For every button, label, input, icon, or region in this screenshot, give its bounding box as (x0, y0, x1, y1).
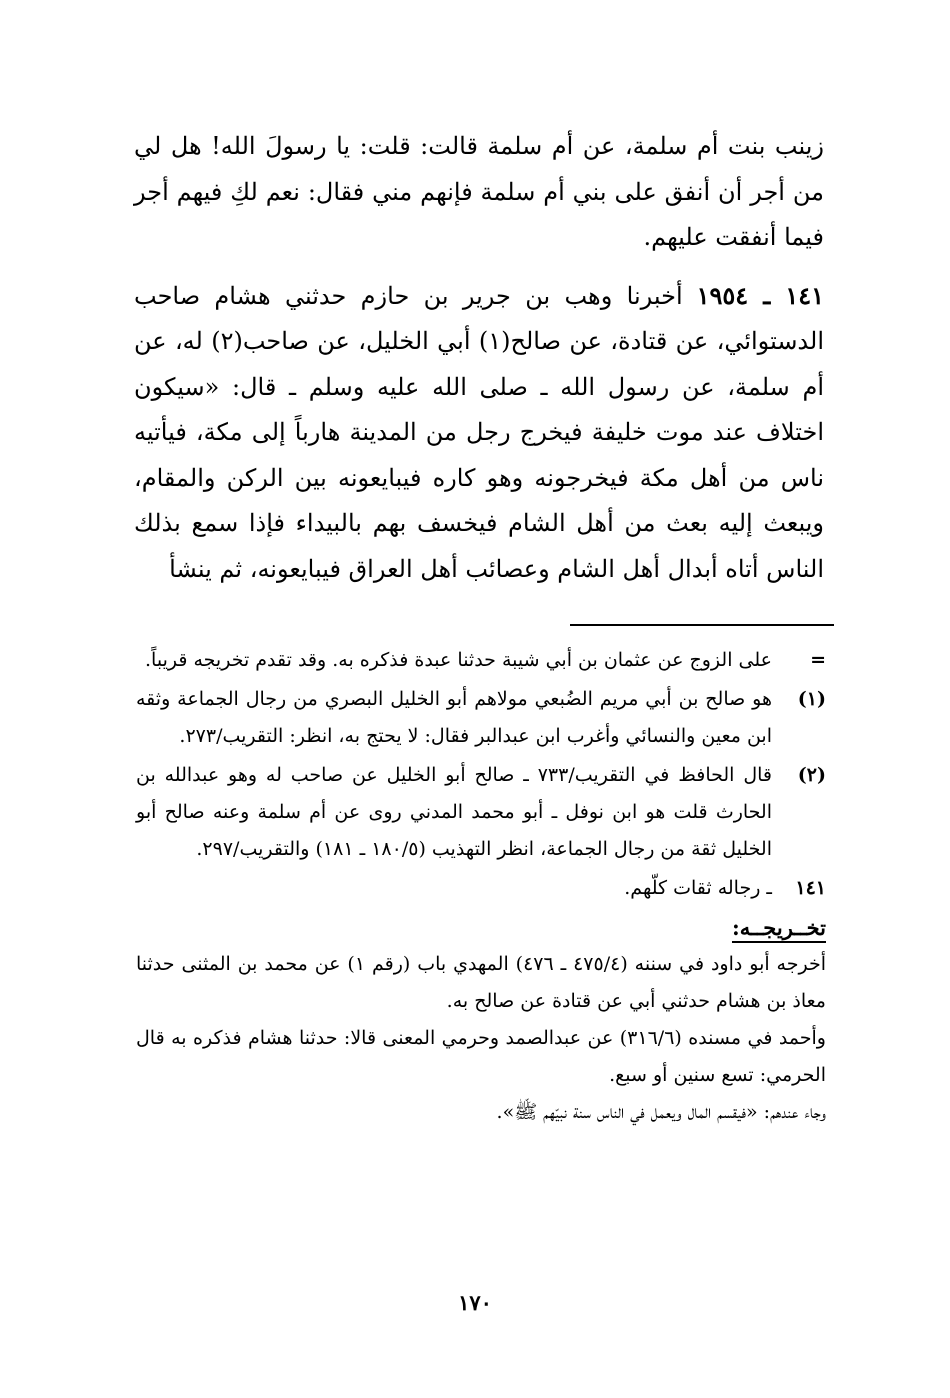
footnote-hadith-141 (136, 870, 826, 907)
hadith-paragraph (134, 273, 824, 593)
footnote-text: هو صالح بن أبي مريم الضُبعي مولاهم أبو الخليل البصري من رجال الجماعة وثقه ابن معين والنسائي وأغرب ابن عبدالبر فقال: لا يحتج به، انظر: التقريب/٢٧٣. (136, 688, 772, 747)
footnote-1 (136, 681, 826, 755)
page-number: ١٧٠ (458, 1290, 492, 1315)
footnote-separator (570, 624, 834, 626)
takhrij-title: تخــريجــه: (731, 915, 826, 940)
footnotes (136, 642, 826, 1131)
footnote-2 (136, 757, 826, 868)
footnote-mark: = (810, 649, 826, 671)
footnote-text: قال الحافظ في التقريب/٧٣٣ ـ صالح أبو الخليل عن صاحب له وهو عبدالله بن الحارث قلت هو ابن نوفل ـ أبو محمد المدني روى عن أم سلمة وعنه صالح أبو الخليل ثقة من رجال الجماعة، انظر التهذيب (١٨٠/٥ ـ ١٨١) والتقريب/٢٩٧. (136, 764, 772, 860)
intro-paragraph: زينب بنت أم سلمة، عن أم سلمة قالت: قلت: يا رسولَ الله! هل لي من أجر أن أنفق على بني أم سلمة فإنهم مني فقال: نعم لكِ فيهم أجر فيما أنفقت عليهم. (134, 132, 824, 251)
takhrij-paragraph: وأحمد في مسنده (٣١٦/٦) عن عبدالصمد وحرمي المعنى قالا: حدثنا هشام فذكره به قال الحرمي: تسع سنين أو سبع. (136, 1027, 826, 1086)
main-text (134, 124, 824, 592)
hadith-text: أخبرنا وهب بن جرير بن حازم حدثني هشام صاحب الدستوائي، عن قتادة، عن صالح(١) أبي الخليل، عن صاحب(٢) له، عن أم سلمة، عن رسول الله ـ صلى الله عليه وسلم ـ قال: «سيكون اختلاف عند موت خليفة فيخرج رجل من المدينة هارباً إلى مكة، فيأتيه ناس من أهل مكة فيخرجونه وهو كاره فيبايعونه بين الركن والمقام، ويبعث إليه بعث من أهل الشام فيخسف بهم بالبيداء فإذا سمع بذلك الناس أتاه أبدال أهل الشام وعصائب أهل العراق فيبايعونه، ثم ينشأ (134, 281, 825, 583)
takhrij-paragraph: أخرجه أبو داود في سننه (٤٧٥/٤ ـ ٤٧٦) المهدي باب (رقم ١) عن محمد بن المثنى حدثنا معاذ بن هشام حدثني أبي عن قتادة عن صالح به. (136, 953, 826, 1012)
footnote-mark: (١) (797, 688, 826, 710)
takhrij-paragraph: وجاء عندهم: «فيقسم المال ويعمل في الناس سنة نبيّهم ﷺ». (496, 1101, 826, 1123)
footnote-text: ـ رجاله ثقات كلّهم. (624, 877, 772, 899)
footnote-mark: ١٤١ (795, 877, 826, 899)
footnote-text: على الزوج عن عثمان بن أبي شيبة حدثنا عبدة فذكره به. وقد تقدم تخريجه قريباً. (145, 649, 772, 671)
hadith-number: ١٤١ ـ ١٩٥٤ (696, 280, 825, 310)
footnote-continuation (136, 642, 826, 679)
footnote-mark: (٢) (797, 764, 826, 786)
